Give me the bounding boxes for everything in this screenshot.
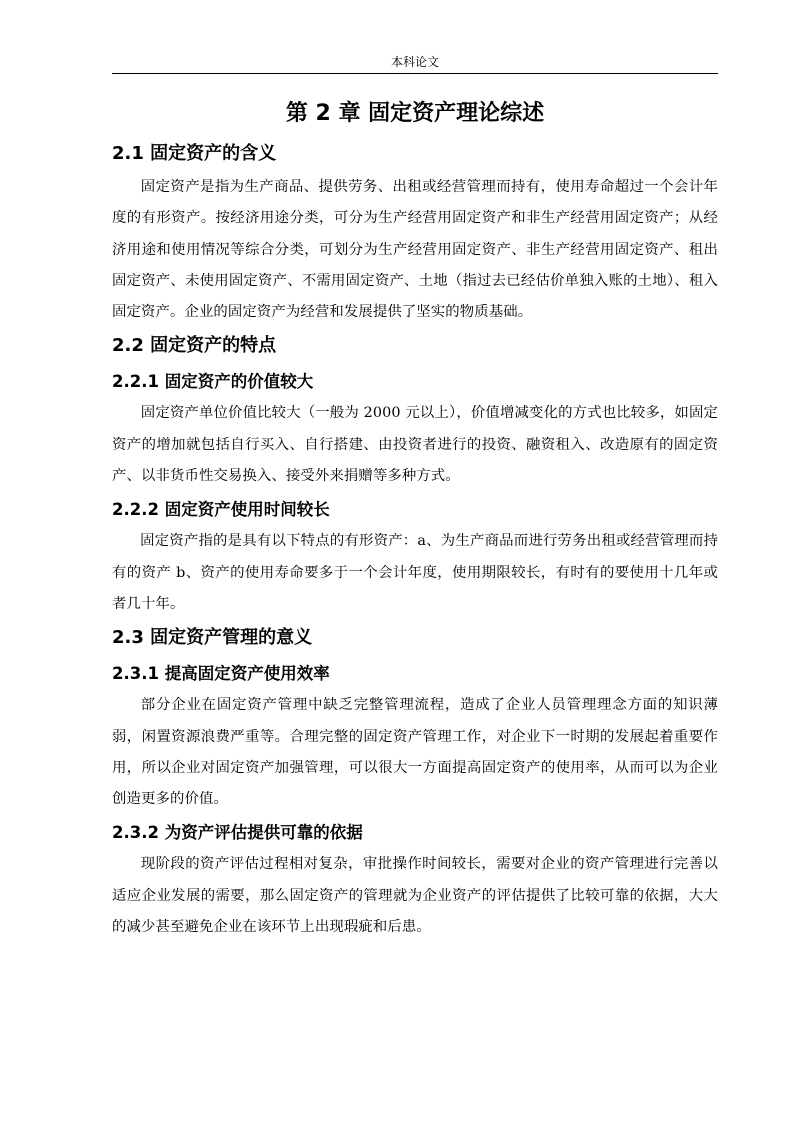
- subsection-paragraph-2-2-1: 固定资产单位价值比较大（一般为 2000 元以上），价值增减变化的方式也比较多，如固定资产的增加就包括自行买入、自行搭建、由投资者进行的投资、融资租入、改造原有的固定资产、以非货币性交易换入、接受外来捐赠等多种方式。: [112, 405, 718, 485]
- section-heading-2-1: 2.1 固定资产的含义: [112, 143, 277, 164]
- section-heading-2-2: 2.2 固定资产的特点: [112, 335, 277, 357]
- section-heading-2-3: 2.3 固定资产管理的意义: [112, 627, 313, 649]
- subsection-paragraph-2-3-1: 部分企业在固定资产管理中缺乏完整管理流程，造成了企业人员管理理念方面的知识薄弱，闲置资源浪费严重等。合理完整的固定资产管理工作，对企业下一时期的发展起着重要作用，所以企业对固定资产加强管理，可以很大一方面提高固定资产的使用率，从而可以为企业创造更多的价值。: [112, 697, 718, 808]
- document-body: [112, 94, 718, 943]
- subsection-heading-2-2-2: 2.2.2 固定资产使用时间较长: [112, 500, 330, 520]
- subsection-heading-2-2-1: 2.2.1 固定资产的价值较大: [112, 372, 314, 392]
- subsection-heading-2-3-2: 2.3.2 为资产评估提供可靠的依据: [112, 823, 363, 843]
- subsection-paragraph-2-3-2: 现阶段的资产评估过程相对复杂，审批操作时间较长，需要对企业的资产管理进行完善以适应企业发展的需要，那么固定资产的管理就为企业资产的评估提供了比较可靠的依据，大大的减少甚至避免企业在该环节上出现瑕疵和后患。: [112, 856, 718, 936]
- page-header: [112, 53, 718, 74]
- chapter-title: 第 2 章 固定资产理论综述: [285, 101, 545, 126]
- running-title: 本科论文: [390, 55, 439, 69]
- subsection-paragraph-2-2-2: 固定资产指的是具有以下特点的有形资产：a、为生产商品而进行劳务出租或经营管理而持有的资产 b、资产的使用寿命要多于一个会计年度，使用期限较长，有时有的要使用十几年或者几十年。: [112, 533, 718, 612]
- subsection-heading-2-3-1: 2.3.1 提高固定资产使用效率: [112, 664, 330, 684]
- section-paragraph-2-1: 固定资产是指为生产商品、提供劳务、出租或经营管理而持有，使用寿命超过一个会计年度的有形资产。按经济用途分类，可分为生产经营用固定资产和非生产经营用固定资产；从经济用途和使用情况等综合分类，可划分为生产经营用固定资产、非生产经营用固定资产、租出固定资产、未使用固定资产、不需用固定资产、土地（指过去已经估价单独入账的土地）、租入固定资产。企业的固定资产为经营和发展提供了坚实的物质基础。: [112, 179, 718, 321]
